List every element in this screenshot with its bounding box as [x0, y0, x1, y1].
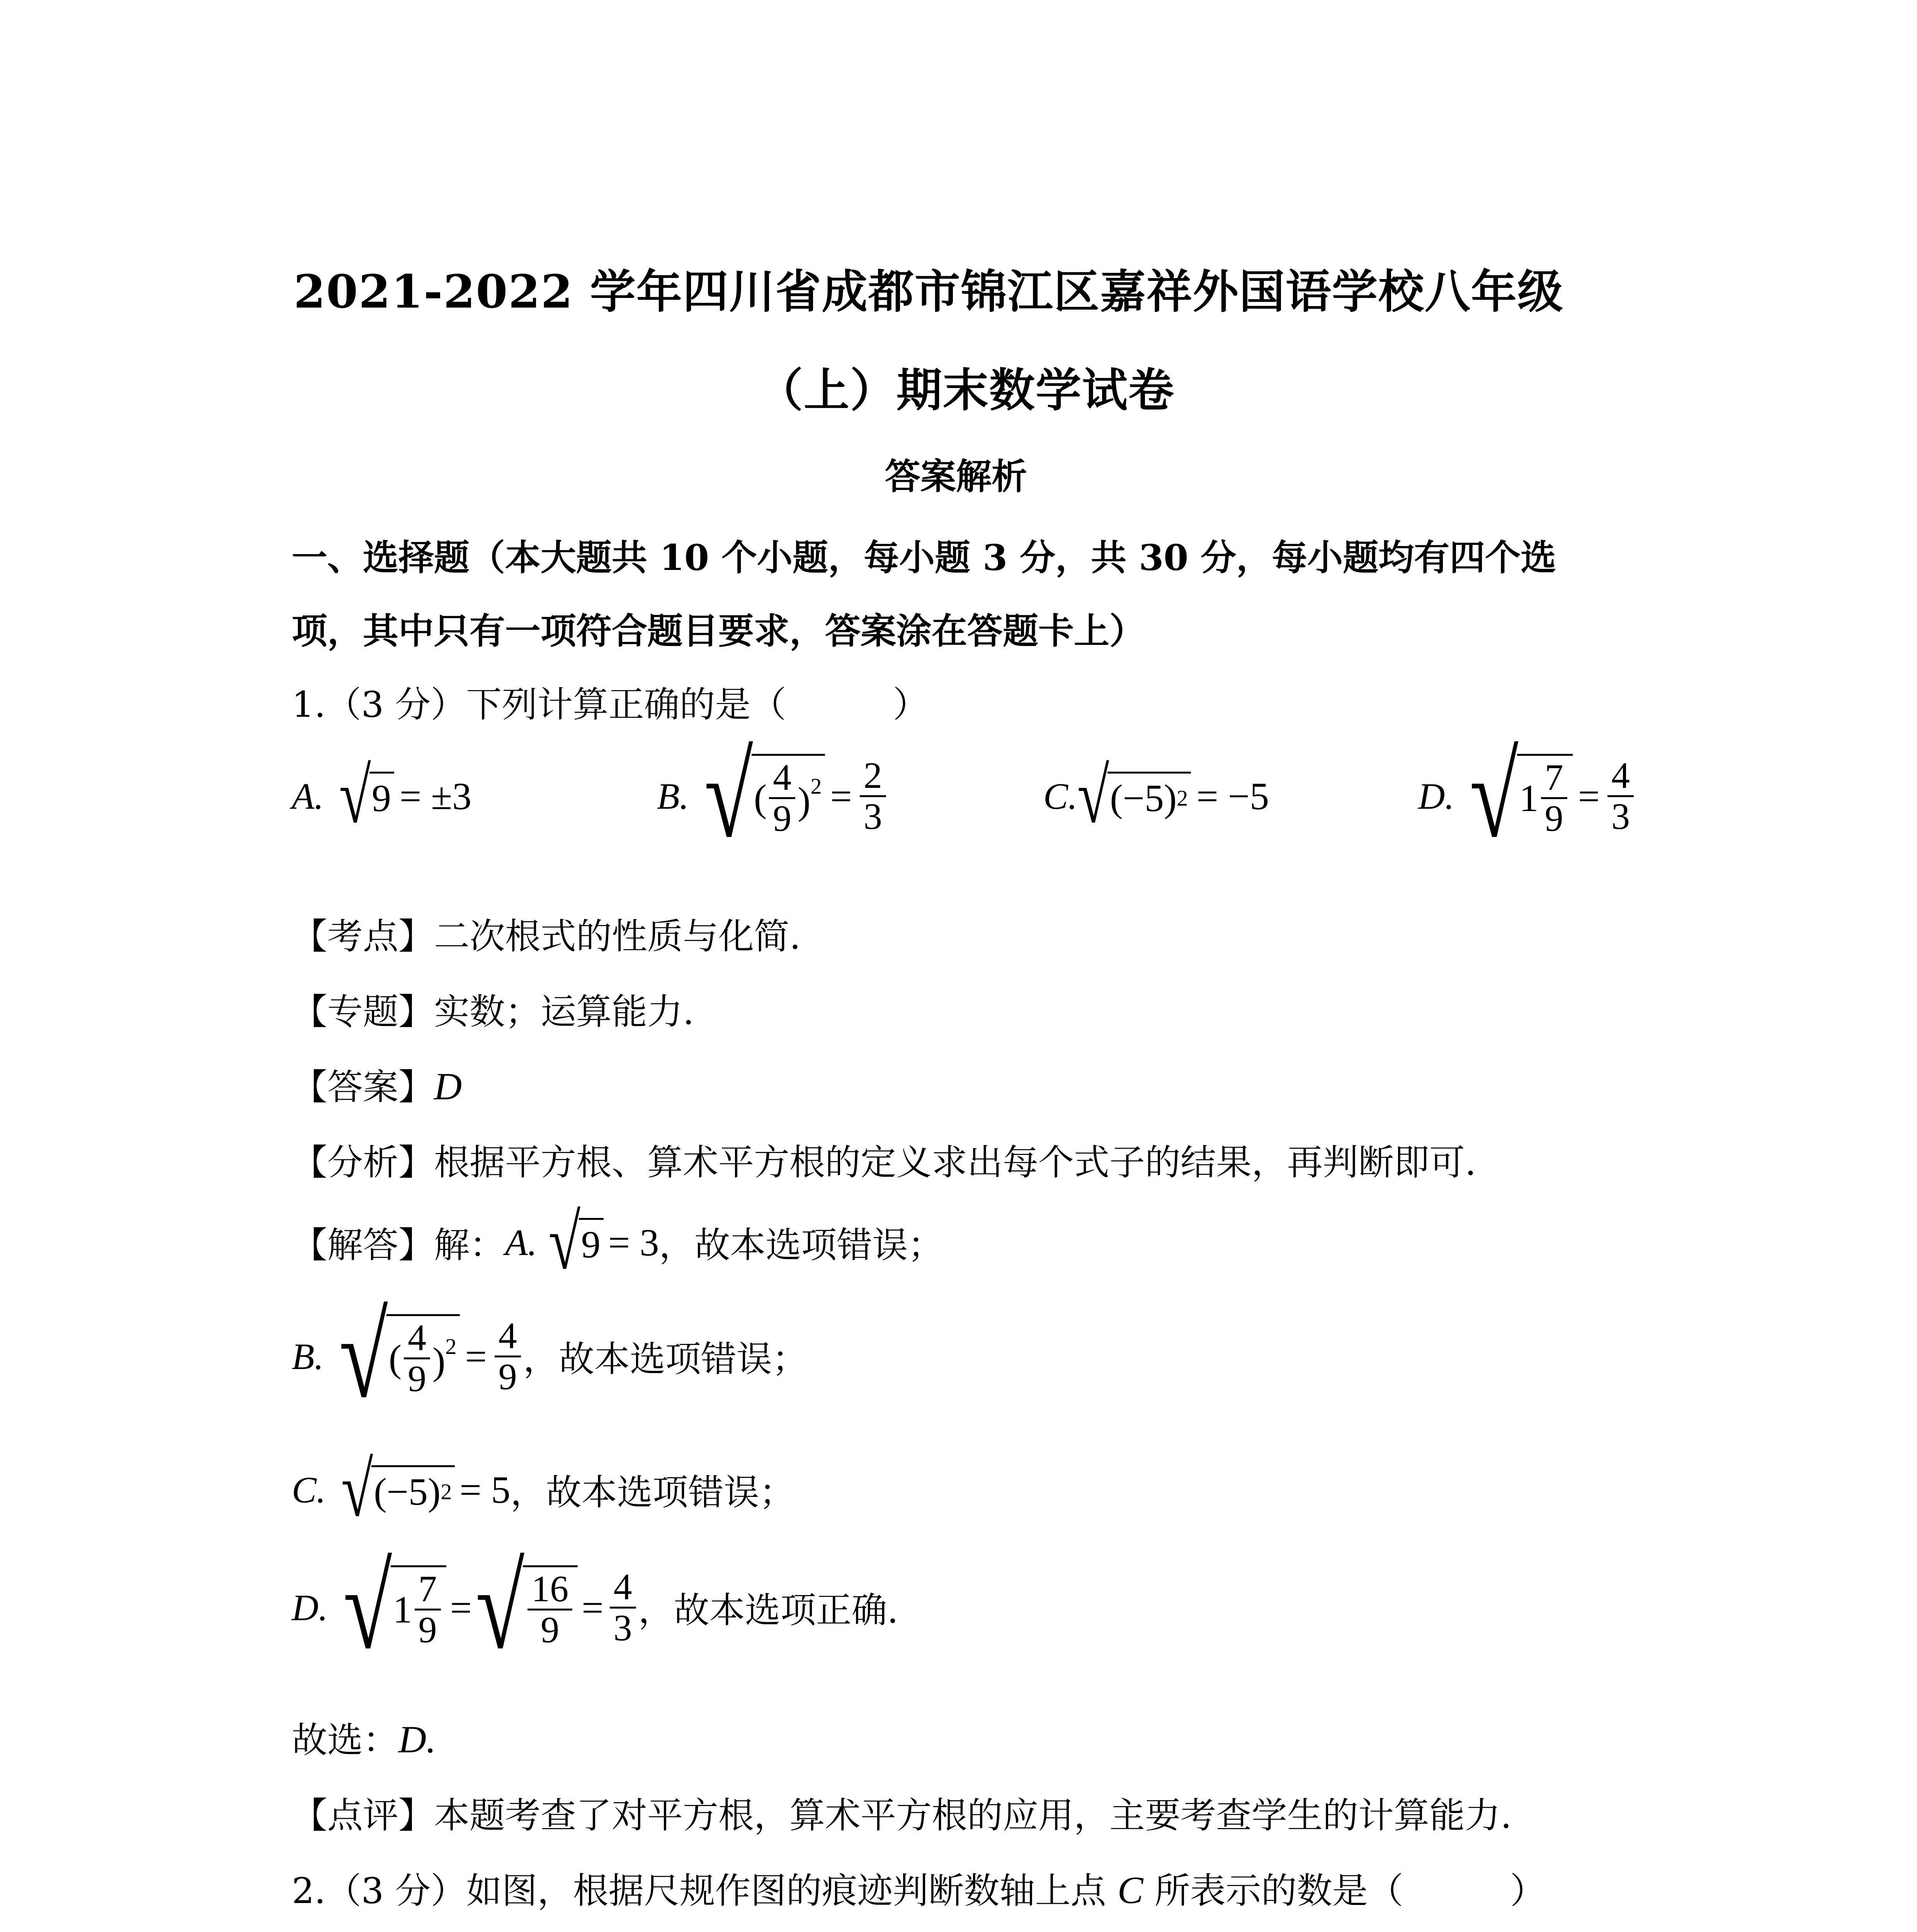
number-line-figure: [301, 1928, 811, 1932]
q2-stem-pre: 2.（3 分）如图，根据尺规作图的痕迹判断数轴上点: [292, 1870, 1106, 1912]
q1-answer-value: D: [434, 1065, 462, 1108]
q1-jieda-d-rnum: 4: [610, 1568, 636, 1609]
q1-jieda-d: D. √ 1 $\frac{7}{9}$ = √ $\frac{16}{9}$ = $\frac{4}{3}$ ，故本选项正确.: [292, 1541, 898, 1674]
q1-jieda-c-radicand: (−5): [374, 1470, 441, 1513]
doc-title-line2: （上）期末数学试卷: [757, 363, 1175, 417]
sqrt-symbol: √ 1 $\frac{7}{9}$: [343, 1563, 446, 1652]
q1-jieda-b-den: 9: [408, 1358, 427, 1399]
q1-jieda-a: [292, 1199, 944, 1286]
q1-jieda-b-rden: 9: [498, 1355, 517, 1397]
q1-jieda-d-num: 7: [415, 1570, 441, 1611]
q1-jieda-d-rden: 3: [613, 1607, 632, 1648]
q1-zhuanti: 【专题】实数；运算能力.: [292, 991, 694, 1032]
sqrt-symbol: √ ( $\frac{4}{9}$ )$^2$: [339, 1312, 460, 1401]
q1-option-a-radicand: 9: [369, 772, 394, 820]
q1-jieda-c-text: ，故本选项错误；: [510, 1472, 795, 1513]
sqrt-symbol: √ ( $\frac{4}{9}$ )$^2$: [704, 752, 825, 840]
q1-jieda-b: B. √ ( $\frac{4}{9}$ )$^2$ = $\frac{4}{9}$ ，故本选项错误；: [292, 1289, 808, 1423]
q1-option-a: [292, 752, 472, 840]
sqrt-symbol: √ 9: [339, 767, 394, 825]
q1-jieda-b-rnum: 4: [495, 1316, 521, 1357]
q1-dianping: 【点评】本题考查了对平方根，算术平方根的应用，主要考查学生的计算能力.: [292, 1795, 1512, 1836]
q1-jieda-c: [292, 1446, 795, 1533]
q1-option-b-den: 9: [773, 798, 792, 839]
q1-guxuan-answer: D.: [398, 1718, 436, 1761]
q1-option-d-whole: 1: [1519, 777, 1539, 820]
q1-option-c-rhs: = −5: [1196, 774, 1269, 818]
q1-option-a-label: A.: [292, 775, 324, 817]
q1-jieda-c-rhs: = 5: [459, 1468, 510, 1511]
q1-jieda-a-label: A.: [505, 1221, 537, 1263]
q1-answer-label: 【答案】: [292, 1066, 434, 1108]
q1-jieda-b-label: B.: [292, 1335, 324, 1377]
q1-guxuan-label: 故选：: [292, 1719, 399, 1761]
q1-option-b-label: B.: [657, 775, 689, 817]
section-heading-line1: 一、选择题（本大题共 10 个小题，每小题 3 分，共 30 分，每小题均有四个选: [292, 537, 1556, 578]
q1-answer: [292, 1059, 462, 1110]
q1-option-b-num: 4: [769, 758, 795, 799]
q1-kaodian: 【考点】二次根式的性质与化简.: [292, 916, 801, 957]
q1-guxuan: [292, 1712, 436, 1763]
q2-stem: [292, 1862, 1546, 1913]
q1-option-c: [1043, 752, 1269, 840]
q1-stem: 1.（3 分）下列计算正确的是（ ）: [292, 684, 929, 725]
q1-jieda-d-mden: 9: [541, 1609, 560, 1650]
q1-jieda-d-text: ，故本选项正确.: [638, 1590, 898, 1631]
q1-jieda-d-whole: 1: [393, 1588, 412, 1631]
q1-jieda-c-label: C.: [292, 1469, 326, 1510]
sqrt-symbol: √ (−5) 2: [1077, 767, 1191, 825]
q1-option-b-rden: 3: [863, 795, 882, 837]
q1-option-d-rnum: 4: [1607, 756, 1634, 797]
q1-jieda-prefix: 【解答】解：: [292, 1225, 505, 1266]
doc-subtitle: 答案解析: [885, 456, 1027, 497]
q1-option-c-label: C.: [1043, 775, 1078, 817]
q1-option-c-radicand: (−5): [1110, 777, 1177, 820]
sqrt-symbol: √ 9: [549, 1213, 604, 1271]
section-heading-line2: 项，其中只有一项符合题目要求，答案涂在答题卡上）: [292, 610, 1145, 652]
q1-option-b: B. √ ( $\frac{4}{9}$ )$^2$ = $\frac{2}{3}$: [657, 752, 888, 840]
q1-jieda-a-radicand: 9: [579, 1218, 604, 1267]
q1-jieda-d-mnum: 16: [527, 1570, 572, 1611]
q1-option-b-rnum: 2: [860, 756, 886, 797]
q1-option-a-rhs: = ±3: [399, 774, 472, 818]
sqrt-symbol: √ $\frac{16}{9}$: [476, 1563, 578, 1652]
q1-option-d-label: D.: [1418, 775, 1454, 817]
q1-jieda-b-num: 4: [404, 1318, 430, 1359]
q1-jieda-a-rhs: = 3: [608, 1221, 659, 1264]
q1-jieda-d-label: D.: [292, 1587, 328, 1628]
q1-option-d: D. √ 1 $\frac{7}{9}$ = $\frac{4}{3}$: [1418, 752, 1636, 840]
q1-jieda-a-text: ，故本选项错误；: [659, 1225, 944, 1266]
q1-fenxi: 【分析】根据平方根、算术平方根的定义求出每个式子的结果，再判断即可.: [292, 1142, 1476, 1183]
q2-stem-post: 所表示的数是（ ）: [1154, 1870, 1546, 1912]
q1-jieda-d-den: 9: [418, 1609, 437, 1650]
sqrt-symbol: √ 1 $\frac{7}{9}$: [1470, 752, 1572, 840]
doc-title-line1: 2021-2022 学年四川省成都市锦江区嘉祥外国语学校八年级: [294, 265, 1564, 318]
q1-jieda-b-text: ，故本选项错误；: [523, 1338, 808, 1380]
sqrt-symbol: √ (−5) 2: [341, 1461, 455, 1519]
q2-stem-point: C: [1117, 1869, 1143, 1912]
q1-option-d-rden: 3: [1611, 795, 1630, 837]
q1-option-d-num: 7: [1541, 758, 1567, 799]
q1-option-d-den: 9: [1544, 798, 1563, 839]
